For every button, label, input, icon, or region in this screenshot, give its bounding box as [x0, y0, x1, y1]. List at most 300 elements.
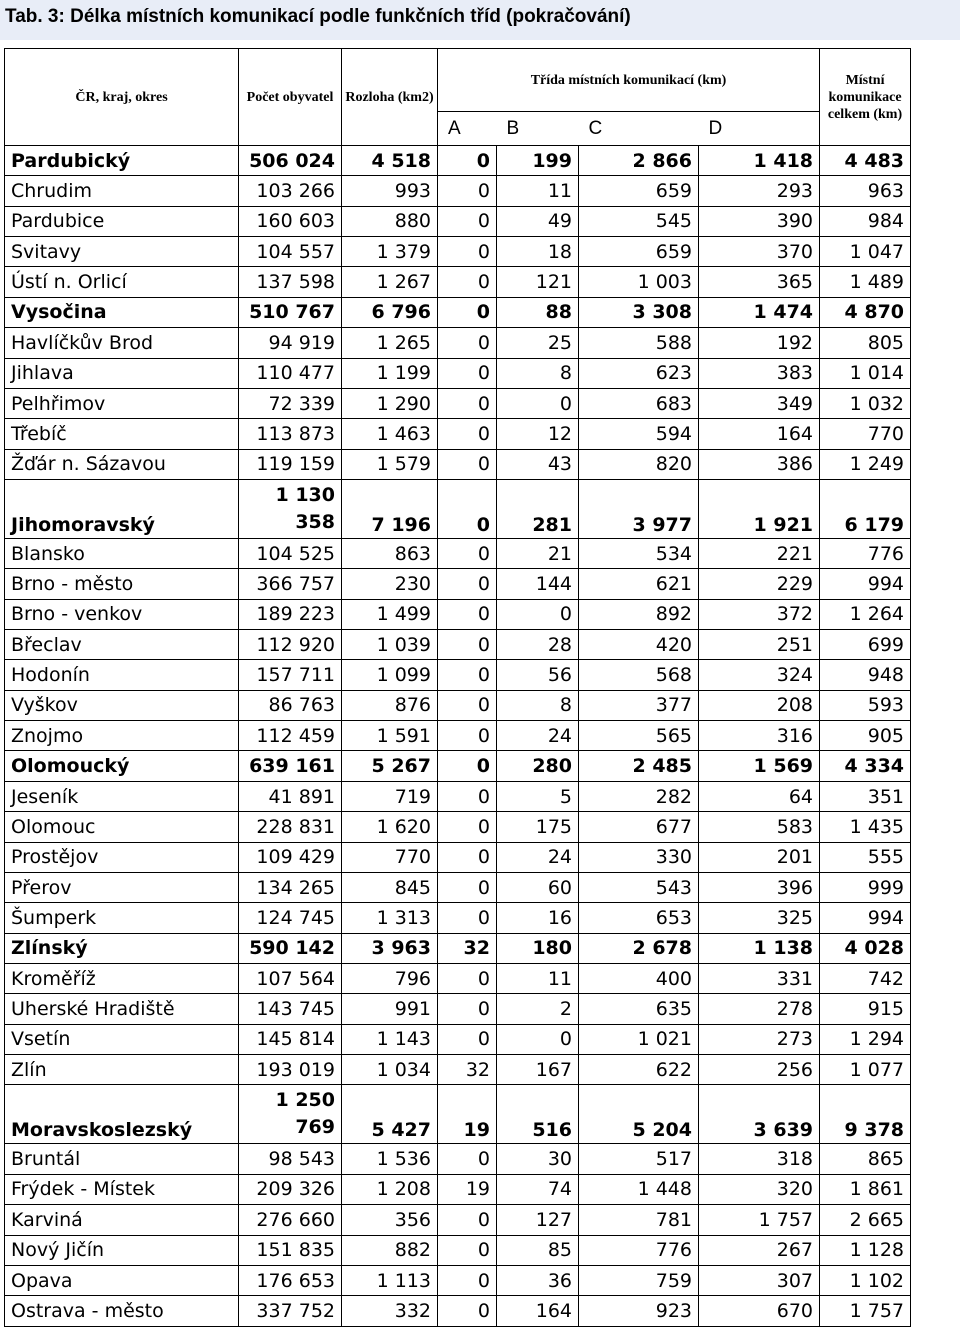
cell-total: 593	[820, 690, 911, 720]
cell-class-c: 759	[579, 1265, 699, 1295]
cell-population: 366 757	[239, 569, 342, 599]
cell-total: 994	[820, 903, 911, 933]
cell-area: 1 199	[342, 358, 438, 388]
cell-population: 151 835	[239, 1235, 342, 1265]
cell-class-c: 659	[579, 237, 699, 267]
cell-class-d: 267	[699, 1235, 820, 1265]
cell-class-a: 0	[438, 1144, 497, 1174]
cell-area: 993	[342, 176, 438, 206]
cell-class-b: 11	[497, 963, 579, 993]
district-row	[5, 1174, 911, 1204]
cell-class-c: 400	[579, 963, 699, 993]
cell-class-a: 0	[438, 751, 497, 781]
cell-class-d: 396	[699, 872, 820, 902]
cell-area: 332	[342, 1296, 438, 1326]
cell-class-d: 365	[699, 267, 820, 297]
cell-class-c: 923	[579, 1296, 699, 1326]
cell-class-a: 0	[438, 358, 497, 388]
cell-class-b: 60	[497, 872, 579, 902]
cell-class-c: 1 003	[579, 267, 699, 297]
cell-class-c: 622	[579, 1055, 699, 1085]
cell-area: 1 113	[342, 1265, 438, 1295]
cell-class-b: 43	[497, 449, 579, 479]
cell-population: 104 557	[239, 237, 342, 267]
cell-class-a: 0	[438, 206, 497, 236]
cell-total: 1 014	[820, 358, 911, 388]
cell-name: Vysočina	[5, 297, 239, 327]
cell-population: 104 525	[239, 538, 342, 568]
cell-name: Blansko	[5, 538, 239, 568]
cell-class-a: 0	[438, 538, 497, 568]
cell-class-c: 2 485	[579, 751, 699, 781]
cell-population: 72 339	[239, 388, 342, 418]
cell-population: 209 326	[239, 1174, 342, 1204]
cell-area: 1 536	[342, 1144, 438, 1174]
cell-class-b: 280	[497, 751, 579, 781]
cell-class-c: 568	[579, 660, 699, 690]
cell-name: Havlíčkův Brod	[5, 328, 239, 358]
cell-total: 915	[820, 994, 911, 1024]
cell-area: 1 379	[342, 237, 438, 267]
cell-population: 193 019	[239, 1055, 342, 1085]
cell-area: 1 034	[342, 1055, 438, 1085]
cell-population: 98 543	[239, 1144, 342, 1174]
cell-class-a: 0	[438, 267, 497, 297]
cell-class-b: 49	[497, 206, 579, 236]
cell-population: 110 477	[239, 358, 342, 388]
cell-class-a: 0	[438, 599, 497, 629]
title-bar	[0, 0, 960, 40]
cell-total: 6 179	[820, 479, 911, 538]
cell-name: Nový Jičín	[5, 1235, 239, 1265]
cell-class-c: 677	[579, 812, 699, 842]
cell-class-c: 377	[579, 690, 699, 720]
cell-class-c: 776	[579, 1235, 699, 1265]
cell-class-b: 11	[497, 176, 579, 206]
cell-population: 86 763	[239, 690, 342, 720]
cell-population: 157 711	[239, 660, 342, 690]
header-class-d: D	[699, 112, 820, 146]
cell-class-d: 307	[699, 1265, 820, 1295]
cell-class-d: 320	[699, 1174, 820, 1204]
cell-area: 880	[342, 206, 438, 236]
cell-total: 4 028	[820, 933, 911, 963]
cell-class-c: 2 866	[579, 146, 699, 176]
cell-class-a: 19	[438, 1174, 497, 1204]
cell-name: Jeseník	[5, 781, 239, 811]
cell-class-d: 1 418	[699, 146, 820, 176]
cell-total: 1 047	[820, 237, 911, 267]
district-row	[5, 388, 911, 418]
cell-total: 994	[820, 569, 911, 599]
header-region: ČR, kraj, okres	[5, 49, 239, 146]
cell-class-b: 516	[497, 1085, 579, 1144]
cell-name: Brno - venkov	[5, 599, 239, 629]
cell-class-b: 2	[497, 994, 579, 1024]
cell-class-b: 74	[497, 1174, 579, 1204]
cell-area: 3 963	[342, 933, 438, 963]
cell-class-c: 1 448	[579, 1174, 699, 1204]
header-class-group: Třída místních komunikací (km)	[438, 49, 820, 112]
cell-class-b: 18	[497, 237, 579, 267]
cell-class-d: 164	[699, 419, 820, 449]
cell-area: 1 620	[342, 812, 438, 842]
table-title: Tab. 3: Délka místních komunikací podle funkčních tříd (pokračování)	[5, 6, 631, 27]
cell-population: 112 920	[239, 630, 342, 660]
cell-total: 1 032	[820, 388, 911, 418]
cell-total: 555	[820, 842, 911, 872]
district-row	[5, 176, 911, 206]
district-row	[5, 903, 911, 933]
cell-class-b: 164	[497, 1296, 579, 1326]
cell-name: Jihomoravský	[5, 479, 239, 538]
cell-area: 1 591	[342, 721, 438, 751]
cell-class-b: 144	[497, 569, 579, 599]
cell-area: 882	[342, 1235, 438, 1265]
district-row	[5, 449, 911, 479]
district-row	[5, 267, 911, 297]
cell-class-a: 0	[438, 1235, 497, 1265]
cell-class-c: 330	[579, 842, 699, 872]
cell-area: 5 427	[342, 1085, 438, 1144]
cell-total: 4 483	[820, 146, 911, 176]
district-row	[5, 721, 911, 751]
cell-area: 1 290	[342, 388, 438, 418]
cell-class-d: 372	[699, 599, 820, 629]
roads-table	[4, 48, 911, 1327]
district-row	[5, 538, 911, 568]
cell-total: 963	[820, 176, 911, 206]
cell-class-b: 281	[497, 479, 579, 538]
cell-class-d: 583	[699, 812, 820, 842]
cell-population: 109 429	[239, 842, 342, 872]
cell-name: Břeclav	[5, 630, 239, 660]
cell-class-c: 5 204	[579, 1085, 699, 1144]
cell-area: 845	[342, 872, 438, 902]
cell-population: 276 660	[239, 1205, 342, 1235]
cell-class-b: 36	[497, 1265, 579, 1295]
cell-population: 137 598	[239, 267, 342, 297]
cell-class-c: 623	[579, 358, 699, 388]
cell-population: 112 459	[239, 721, 342, 751]
district-row	[5, 1265, 911, 1295]
region-row	[5, 146, 911, 176]
cell-total: 905	[820, 721, 911, 751]
cell-class-b: 180	[497, 933, 579, 963]
cell-class-b: 127	[497, 1205, 579, 1235]
cell-name: Moravskoslezský	[5, 1085, 239, 1144]
cell-class-b: 8	[497, 690, 579, 720]
cell-class-a: 19	[438, 1085, 497, 1144]
cell-class-d: 229	[699, 569, 820, 599]
cell-class-a: 0	[438, 449, 497, 479]
cell-name: Frýdek - Místek	[5, 1174, 239, 1204]
cell-name: Pardubický	[5, 146, 239, 176]
cell-class-d: 331	[699, 963, 820, 993]
cell-class-d: 324	[699, 660, 820, 690]
cell-total: 1 294	[820, 1024, 911, 1054]
cell-class-c: 420	[579, 630, 699, 660]
cell-name: Hodonín	[5, 660, 239, 690]
cell-class-a: 0	[438, 328, 497, 358]
cell-total: 4 870	[820, 297, 911, 327]
cell-population: 590 142	[239, 933, 342, 963]
cell-name: Chrudim	[5, 176, 239, 206]
district-row	[5, 1024, 911, 1054]
cell-class-b: 24	[497, 721, 579, 751]
cell-class-d: 251	[699, 630, 820, 660]
cell-class-d: 386	[699, 449, 820, 479]
cell-class-d: 1 921	[699, 479, 820, 538]
cell-class-c: 282	[579, 781, 699, 811]
cell-class-a: 0	[438, 1296, 497, 1326]
cell-class-a: 0	[438, 630, 497, 660]
cell-class-c: 653	[579, 903, 699, 933]
cell-class-d: 221	[699, 538, 820, 568]
cell-class-b: 85	[497, 1235, 579, 1265]
cell-area: 5 267	[342, 751, 438, 781]
cell-class-d: 201	[699, 842, 820, 872]
district-row	[5, 963, 911, 993]
cell-area: 1 099	[342, 660, 438, 690]
cell-class-b: 21	[497, 538, 579, 568]
cell-class-a: 0	[438, 237, 497, 267]
cell-name: Prostějov	[5, 842, 239, 872]
cell-class-d: 325	[699, 903, 820, 933]
cell-class-a: 0	[438, 812, 497, 842]
cell-total: 2 665	[820, 1205, 911, 1235]
cell-class-a: 32	[438, 933, 497, 963]
cell-class-c: 534	[579, 538, 699, 568]
cell-area: 991	[342, 994, 438, 1024]
cell-area: 719	[342, 781, 438, 811]
cell-class-b: 25	[497, 328, 579, 358]
cell-class-d: 192	[699, 328, 820, 358]
district-row	[5, 1235, 911, 1265]
cell-class-d: 208	[699, 690, 820, 720]
cell-class-d: 256	[699, 1055, 820, 1085]
cell-class-d: 390	[699, 206, 820, 236]
cell-class-c: 565	[579, 721, 699, 751]
cell-class-b: 167	[497, 1055, 579, 1085]
cell-population: 119 159	[239, 449, 342, 479]
cell-class-b: 8	[497, 358, 579, 388]
cell-class-d: 318	[699, 1144, 820, 1174]
cell-total: 742	[820, 963, 911, 993]
district-row	[5, 419, 911, 449]
cell-area: 356	[342, 1205, 438, 1235]
cell-area: 4 518	[342, 146, 438, 176]
cell-area: 1 267	[342, 267, 438, 297]
cell-class-d: 273	[699, 1024, 820, 1054]
cell-population: 94 919	[239, 328, 342, 358]
cell-class-b: 24	[497, 842, 579, 872]
district-row	[5, 206, 911, 236]
cell-area: 7 196	[342, 479, 438, 538]
header-area: Rozloha (km2)	[342, 49, 438, 146]
district-row	[5, 812, 911, 842]
district-row	[5, 569, 911, 599]
cell-name: Třebíč	[5, 419, 239, 449]
cell-name: Ústí n. Orlicí	[5, 267, 239, 297]
cell-name: Brno - město	[5, 569, 239, 599]
district-row	[5, 842, 911, 872]
cell-class-b: 175	[497, 812, 579, 842]
cell-name: Znojmo	[5, 721, 239, 751]
header-class-b: B	[497, 112, 579, 146]
cell-class-b: 88	[497, 297, 579, 327]
cell-class-d: 383	[699, 358, 820, 388]
district-row	[5, 1144, 911, 1174]
header-class-c: C	[579, 112, 699, 146]
cell-class-c: 588	[579, 328, 699, 358]
cell-class-b: 56	[497, 660, 579, 690]
cell-class-a: 0	[438, 842, 497, 872]
cell-class-c: 517	[579, 1144, 699, 1174]
cell-population: 506 024	[239, 146, 342, 176]
cell-population: 639 161	[239, 751, 342, 781]
cell-class-b: 16	[497, 903, 579, 933]
cell-total: 1 489	[820, 267, 911, 297]
cell-class-c: 2 678	[579, 933, 699, 963]
header-population: Počet obyvatel	[239, 49, 342, 146]
cell-name: Pardubice	[5, 206, 239, 236]
cell-name: Vsetín	[5, 1024, 239, 1054]
region-row	[5, 1085, 911, 1144]
cell-name: Olomouc	[5, 812, 239, 842]
cell-population: 1 130 358	[239, 479, 342, 538]
region-row	[5, 933, 911, 963]
cell-class-a: 0	[438, 660, 497, 690]
district-row	[5, 872, 911, 902]
cell-class-d: 3 639	[699, 1085, 820, 1144]
cell-class-b: 199	[497, 146, 579, 176]
cell-population: 134 265	[239, 872, 342, 902]
cell-area: 1 499	[342, 599, 438, 629]
cell-population: 107 564	[239, 963, 342, 993]
cell-name: Svitavy	[5, 237, 239, 267]
cell-total: 776	[820, 538, 911, 568]
cell-class-a: 0	[438, 690, 497, 720]
cell-class-c: 659	[579, 176, 699, 206]
cell-area: 1 463	[342, 419, 438, 449]
cell-area: 1 265	[342, 328, 438, 358]
cell-name: Pelhřimov	[5, 388, 239, 418]
cell-class-a: 0	[438, 1265, 497, 1295]
cell-class-d: 1 757	[699, 1205, 820, 1235]
region-row	[5, 479, 911, 538]
cell-population: 510 767	[239, 297, 342, 327]
cell-name: Přerov	[5, 872, 239, 902]
cell-area: 1 313	[342, 903, 438, 933]
cell-total: 1 757	[820, 1296, 911, 1326]
cell-class-a: 0	[438, 721, 497, 751]
cell-class-a: 0	[438, 146, 497, 176]
cell-class-c: 621	[579, 569, 699, 599]
cell-name: Ostrava - město	[5, 1296, 239, 1326]
cell-total: 948	[820, 660, 911, 690]
district-row	[5, 328, 911, 358]
cell-class-d: 349	[699, 388, 820, 418]
cell-area: 1 039	[342, 630, 438, 660]
cell-class-c: 683	[579, 388, 699, 418]
district-row	[5, 1055, 911, 1085]
cell-name: Kroměříž	[5, 963, 239, 993]
cell-class-b: 121	[497, 267, 579, 297]
district-row	[5, 690, 911, 720]
district-row	[5, 358, 911, 388]
district-row	[5, 630, 911, 660]
cell-class-a: 0	[438, 872, 497, 902]
cell-name: Jihlava	[5, 358, 239, 388]
cell-class-d: 293	[699, 176, 820, 206]
cell-class-a: 0	[438, 297, 497, 327]
cell-area: 876	[342, 690, 438, 720]
cell-class-a: 0	[438, 569, 497, 599]
district-row	[5, 660, 911, 690]
cell-class-a: 0	[438, 1205, 497, 1235]
cell-class-b: 0	[497, 599, 579, 629]
cell-total: 1 861	[820, 1174, 911, 1204]
cell-class-b: 0	[497, 388, 579, 418]
cell-class-c: 1 021	[579, 1024, 699, 1054]
cell-class-b: 30	[497, 1144, 579, 1174]
cell-total: 865	[820, 1144, 911, 1174]
district-row	[5, 1296, 911, 1326]
cell-total: 1 128	[820, 1235, 911, 1265]
cell-name: Vyškov	[5, 690, 239, 720]
cell-total: 1 435	[820, 812, 911, 842]
cell-area: 1 143	[342, 1024, 438, 1054]
cell-class-c: 594	[579, 419, 699, 449]
cell-name: Zlín	[5, 1055, 239, 1085]
region-row	[5, 751, 911, 781]
cell-class-c: 781	[579, 1205, 699, 1235]
cell-name: Bruntál	[5, 1144, 239, 1174]
cell-total: 4 334	[820, 751, 911, 781]
cell-class-a: 0	[438, 419, 497, 449]
cell-population: 143 745	[239, 994, 342, 1024]
cell-class-c: 820	[579, 449, 699, 479]
cell-class-b: 28	[497, 630, 579, 660]
cell-class-a: 0	[438, 963, 497, 993]
cell-total: 1 077	[820, 1055, 911, 1085]
cell-population: 1 250 769	[239, 1085, 342, 1144]
cell-population: 160 603	[239, 206, 342, 236]
cell-name: Šumperk	[5, 903, 239, 933]
cell-class-a: 0	[438, 1024, 497, 1054]
cell-class-c: 545	[579, 206, 699, 236]
cell-class-b: 12	[497, 419, 579, 449]
cell-class-d: 1 474	[699, 297, 820, 327]
cell-class-a: 0	[438, 903, 497, 933]
cell-area: 863	[342, 538, 438, 568]
cell-class-c: 3 308	[579, 297, 699, 327]
cell-total: 351	[820, 781, 911, 811]
district-row	[5, 599, 911, 629]
district-row	[5, 1205, 911, 1235]
cell-total: 984	[820, 206, 911, 236]
cell-class-b: 5	[497, 781, 579, 811]
cell-name: Olomoucký	[5, 751, 239, 781]
cell-class-a: 0	[438, 994, 497, 1024]
cell-class-d: 278	[699, 994, 820, 1024]
cell-population: 124 745	[239, 903, 342, 933]
cell-population: 337 752	[239, 1296, 342, 1326]
cell-total: 770	[820, 419, 911, 449]
cell-population: 176 653	[239, 1265, 342, 1295]
cell-total: 805	[820, 328, 911, 358]
